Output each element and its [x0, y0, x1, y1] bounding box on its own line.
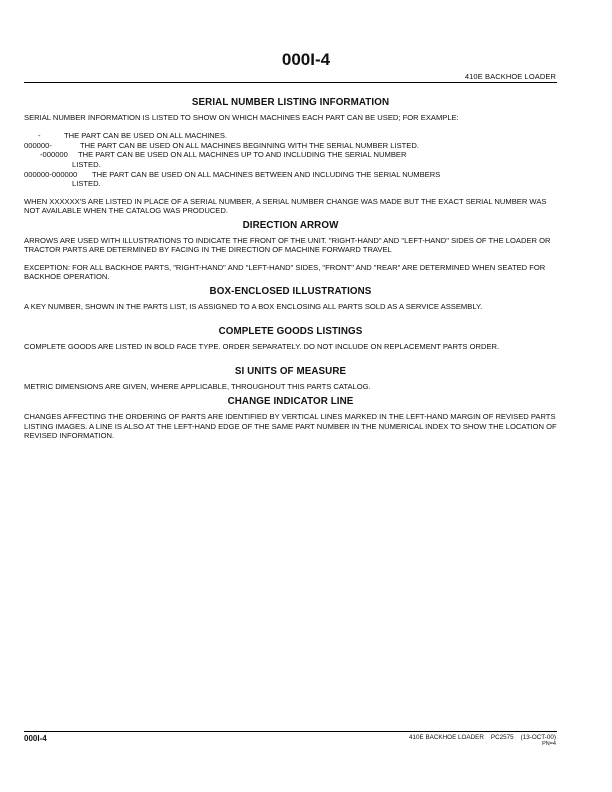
section-title-si: SI UNITS OF MEASURE — [234, 366, 347, 378]
page-content — [24, 98, 557, 441]
section-title-direction: DIRECTION ARROW — [242, 219, 339, 231]
serial-note: WHEN XXXXXX'S ARE LISTED IN PLACE OF A SERIAL NUMBER, A SERIAL NUMBER CHANGE WAS MADE BUT THE EXACT SERIAL NUMBER WAS NOT AVAILABLE WHEN THE CATALOG WAS PRODUCED. — [24, 196, 547, 216]
footer-product-info: 410E BACKHOE LOADER PC2575 (13-OCT-00) — [409, 734, 556, 741]
serial-code: 000000- — [24, 140, 52, 150]
serial-desc-cont: LISTED. — [72, 159, 101, 169]
serial-code: -000000 — [40, 150, 68, 160]
serial-desc: THE PART CAN BE USED ON ALL MACHINES BETWEEN AND INCLUDING THE SERIAL NUMBERS — [92, 169, 441, 179]
complete-paragraph: COMPLETE GOODS ARE LISTED IN BOLD FACE TYPE. ORDER SEPARATELY. DO NOT INCLUDE ON REPLACEMENT PARTS ORDER. — [24, 341, 500, 351]
serial-code: - — [38, 131, 41, 141]
direction-paragraph-1: ARROWS ARE USED WITH ILLUSTRATIONS TO INDICATE THE FRONT OF THE UNIT. "RIGHT-HAND" AND "LEFT-HAND" SIDES OF THE LOADER OR TRACTOR PARTS ARE DETERMINED BY FACING IN THE DIRECTION OF MACHINE FORWARD TRAVEL — [24, 235, 551, 255]
serial-code: 000000-000000 — [24, 169, 78, 179]
serial-examples — [24, 131, 557, 189]
serial-desc-cont: LISTED. — [72, 179, 101, 189]
si-paragraph: METRIC DIMENSIONS ARE GIVEN, WHERE APPLICABLE, THROUGHOUT THIS PARTS CATALOG. — [24, 381, 371, 391]
footer-pn: PN=4 — [542, 741, 556, 747]
footer-rule — [24, 731, 557, 732]
header-rule — [24, 82, 557, 83]
serial-example-4 — [24, 170, 557, 180]
section-title-serial: SERIAL NUMBER LISTING INFORMATION — [191, 97, 390, 108]
serial-desc: THE PART CAN BE USED ON ALL MACHINES UP TO AND INCLUDING THE SERIAL NUMBER — [78, 150, 407, 160]
serial-desc: THE PART CAN BE USED ON ALL MACHINES BEGINNING WITH THE SERIAL NUMBER LISTED. — [80, 140, 419, 150]
section-title-change: CHANGE INDICATOR LINE — [227, 396, 354, 408]
page-number-top: 000I-4 — [281, 50, 331, 69]
serial-example-3 — [24, 150, 557, 160]
change-paragraph: CHANGES AFFECTING THE ORDERING OF PARTS ARE IDENTIFIED BY VERTICAL LINES MARKED IN THE LEFT-HAND MARGIN OF REVISED PARTS LISTING IMAGES. A LINE IS ALSO AT THE LEFT-HAND EDGE OF THE SAME PART NUMBER IN THE NUMERICAL INDEX TO SHOW THE LOCATION OF REVISED INFORMATION. — [24, 412, 557, 441]
direction-paragraph-2: EXCEPTION: FOR ALL BACKHOE PARTS, "RIGHT-HAND" AND "LEFT-HAND" SIDES, "FRONT" AND "REAR" ARE DETERMINED WHEN SEATED FOR BACKHOE OPERATION. — [24, 262, 546, 282]
section-title-box: BOX-ENCLOSED ILLUSTRATIONS — [209, 285, 372, 297]
serial-example-1 — [24, 131, 557, 141]
footer-page-number: 000I-4 — [24, 734, 47, 743]
serial-desc: THE PART CAN BE USED ON ALL MACHINES. — [64, 131, 228, 141]
box-paragraph: A KEY NUMBER, SHOWN IN THE PARTS LIST, IS ASSIGNED TO A BOX ENCLOSING ALL PARTS SOLD AS A SERVICE ASSEMBLY. — [24, 301, 483, 311]
section-title-complete: COMPLETE GOODS LISTINGS — [218, 326, 363, 338]
serial-intro: SERIAL NUMBER INFORMATION IS LISTED TO SHOW ON WHICH MACHINES EACH PART CAN BE USED; FOR EXAMPLE: — [24, 112, 459, 122]
serial-example-2 — [24, 141, 557, 151]
header-product: 410E BACKHOE LOADER — [464, 72, 556, 81]
